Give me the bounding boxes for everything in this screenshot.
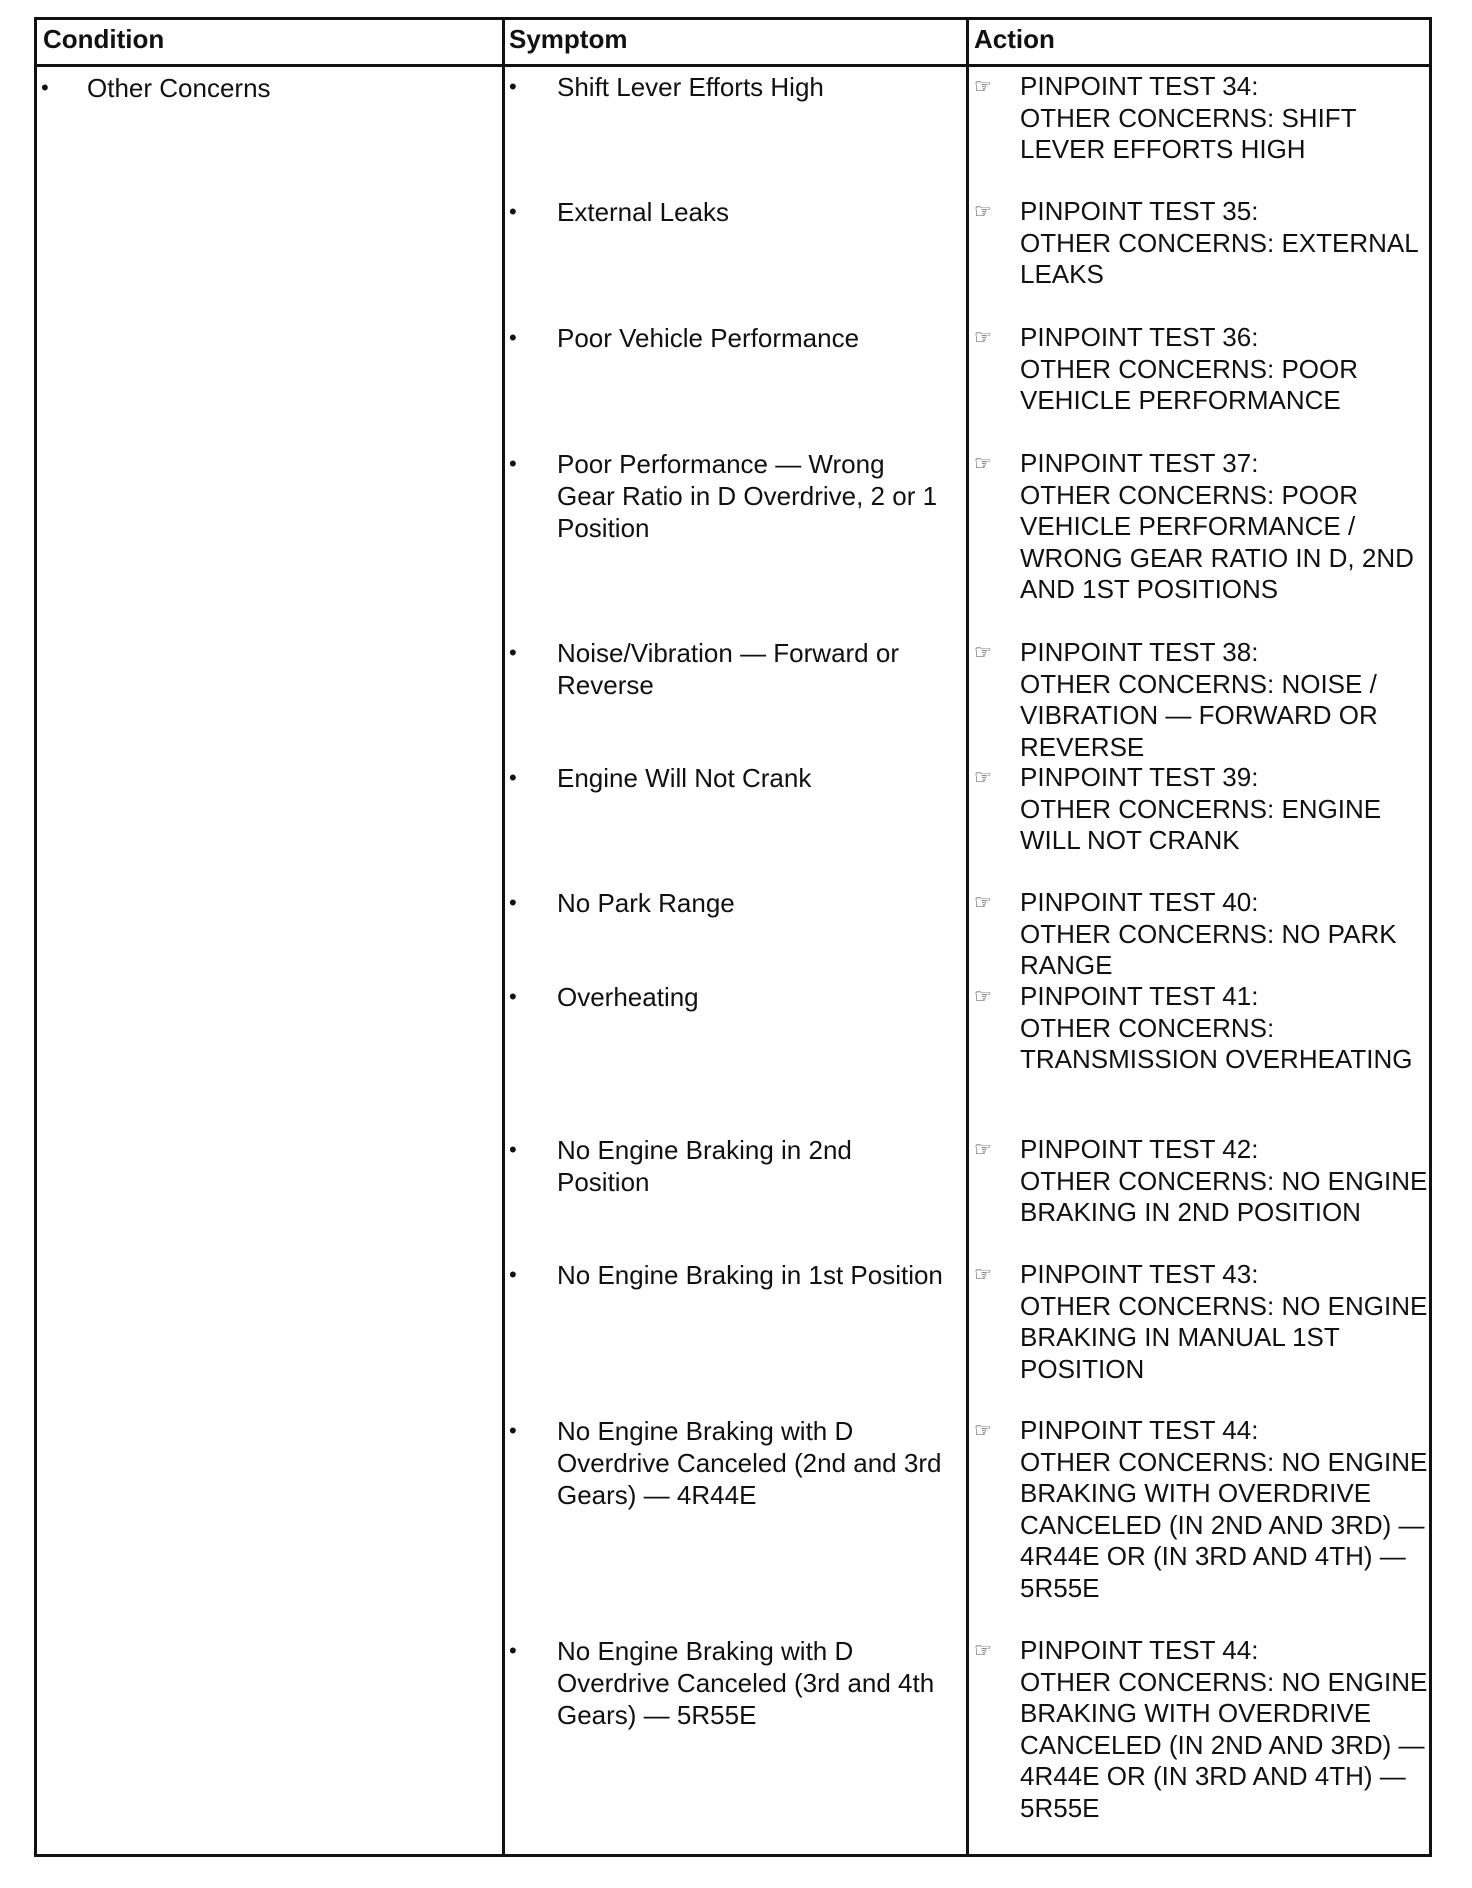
action-item (974, 887, 1430, 982)
action-item (974, 1635, 1430, 1824)
pointing-hand-icon: ☞ (974, 453, 992, 475)
action-title: PINPOINT TEST 34: (1020, 71, 1259, 101)
symptom-item (509, 322, 949, 354)
symptom-text: Shift Lever Efforts High (557, 72, 824, 102)
action-title: PINPOINT TEST 39: (1020, 762, 1259, 792)
bullet-icon: • (509, 890, 517, 915)
condition-cell (41, 72, 271, 104)
pointing-hand-icon: ☞ (974, 986, 992, 1008)
symptom-item (509, 1259, 949, 1291)
action-body: OTHER CONCERNS: POOR VEHICLE PERFORMANCE / WRONG GEAR RATIO IN D, 2ND AND 1ST POSITIONS (1020, 479, 1414, 604)
symptom-text: No Engine Braking in 2nd Position (557, 1135, 852, 1197)
action-title: PINPOINT TEST 43: (1020, 1259, 1259, 1289)
bullet-icon: • (41, 75, 49, 100)
symptom-text: Overheating (557, 982, 699, 1012)
symptom-text: Poor Performance — Wrong Gear Ratio in D Overdrive, 2 or 1 Position (557, 449, 938, 543)
bullet-icon: • (509, 325, 517, 350)
bullet-icon: • (509, 1137, 517, 1162)
action-item (974, 637, 1430, 763)
symptom-text: No Engine Braking with D Overdrive Canceled (2nd and 3rd Gears) — 4R44E (557, 1416, 942, 1510)
action-item (974, 1134, 1430, 1229)
symptom-item (509, 887, 949, 919)
action-body: OTHER CONCERNS: SHIFT LEVER EFFORTS HIGH (1020, 102, 1357, 164)
action-body: OTHER CONCERNS: NOISE / VIBRATION — FORWARD OR REVERSE (1020, 668, 1378, 762)
action-body: OTHER CONCERNS: TRANSMISSION OVERHEATING (1020, 1012, 1413, 1074)
header-action: Action (974, 24, 1055, 54)
action-title: PINPOINT TEST 40: (1020, 887, 1259, 917)
pointing-hand-icon: ☞ (974, 1640, 992, 1662)
bullet-icon: • (509, 74, 517, 99)
pointing-hand-icon: ☞ (974, 201, 992, 223)
action-title: PINPOINT TEST 41: (1020, 981, 1259, 1011)
action-body: OTHER CONCERNS: EXTERNAL LEAKS (1020, 227, 1418, 289)
action-title: PINPOINT TEST 44: (1020, 1415, 1259, 1445)
action-item (974, 448, 1430, 606)
symptom-text: No Engine Braking with D Overdrive Canceled (3rd and 4th Gears) — 5R55E (557, 1636, 935, 1730)
action-title: PINPOINT TEST 44: (1020, 1635, 1259, 1665)
action-item (974, 981, 1430, 1076)
action-body: OTHER CONCERNS: NO ENGINE BRAKING IN MANUAL 1ST POSITION (1020, 1290, 1428, 1384)
symptom-text: Engine Will Not Crank (557, 763, 812, 793)
symptom-text: Noise/Vibration — Forward or Reverse (557, 638, 899, 700)
symptom-item (509, 196, 949, 228)
column-divider (502, 20, 505, 1854)
pointing-hand-icon: ☞ (974, 76, 992, 98)
action-body: OTHER CONCERNS: NO ENGINE BRAKING WITH OVERDRIVE CANCELED (IN 2ND AND 3RD) — 4R44E OR (IN 3RD AND 4TH) — 5R55E (1020, 1666, 1428, 1823)
pointing-hand-icon: ☞ (974, 1139, 992, 1161)
symptom-text: No Park Range (557, 888, 735, 918)
bullet-icon: • (509, 199, 517, 224)
pointing-hand-icon: ☞ (974, 767, 992, 789)
pointing-hand-icon: ☞ (974, 642, 992, 664)
symptom-item (509, 762, 949, 794)
table-header (37, 20, 1429, 67)
bullet-icon: • (509, 1638, 517, 1663)
symptom-item (509, 1134, 949, 1198)
bullet-icon: • (509, 984, 517, 1009)
header-condition: Condition (43, 24, 165, 54)
action-body: OTHER CONCERNS: ENGINE WILL NOT CRANK (1020, 793, 1382, 855)
action-body: OTHER CONCERNS: NO ENGINE BRAKING WITH OVERDRIVE CANCELED (IN 2ND AND 3RD) — 4R44E OR (IN 3RD AND 4TH) — 5R55E (1020, 1446, 1428, 1603)
pointing-hand-icon: ☞ (974, 327, 992, 349)
bullet-icon: • (509, 765, 517, 790)
action-body: OTHER CONCERNS: POOR VEHICLE PERFORMANCE (1020, 353, 1359, 415)
symptom-text: External Leaks (557, 197, 729, 227)
action-body: OTHER CONCERNS: NO PARK RANGE (1020, 918, 1397, 980)
action-item (974, 196, 1430, 291)
symptom-item (509, 1635, 949, 1731)
symptom-text: No Engine Braking in 1st Position (557, 1260, 943, 1290)
action-item (974, 1415, 1430, 1604)
symptom-item (509, 1415, 949, 1511)
action-title: PINPOINT TEST 42: (1020, 1134, 1259, 1164)
bullet-icon: • (509, 1262, 517, 1287)
action-title: PINPOINT TEST 38: (1020, 637, 1259, 667)
symptom-item (509, 637, 949, 701)
bullet-icon: • (509, 451, 517, 476)
pointing-hand-icon: ☞ (974, 892, 992, 914)
action-item (974, 762, 1430, 857)
action-body: OTHER CONCERNS: NO ENGINE BRAKING IN 2ND POSITION (1020, 1165, 1428, 1227)
symptom-item (509, 71, 949, 103)
column-divider (966, 20, 969, 1854)
action-item (974, 1259, 1430, 1385)
action-title: PINPOINT TEST 35: (1020, 196, 1259, 226)
diagnosis-table (34, 17, 1432, 1857)
condition-text: Other Concerns (87, 73, 271, 103)
action-title: PINPOINT TEST 37: (1020, 448, 1259, 478)
action-title: PINPOINT TEST 36: (1020, 322, 1259, 352)
symptom-item (509, 981, 949, 1013)
action-item (974, 322, 1430, 417)
action-item (974, 71, 1430, 166)
symptom-text: Poor Vehicle Performance (557, 323, 860, 353)
bullet-icon: • (509, 1418, 517, 1443)
bullet-icon: • (509, 640, 517, 665)
symptom-item (509, 448, 949, 544)
pointing-hand-icon: ☞ (974, 1264, 992, 1286)
header-symptom: Symptom (509, 24, 628, 54)
pointing-hand-icon: ☞ (974, 1420, 992, 1442)
